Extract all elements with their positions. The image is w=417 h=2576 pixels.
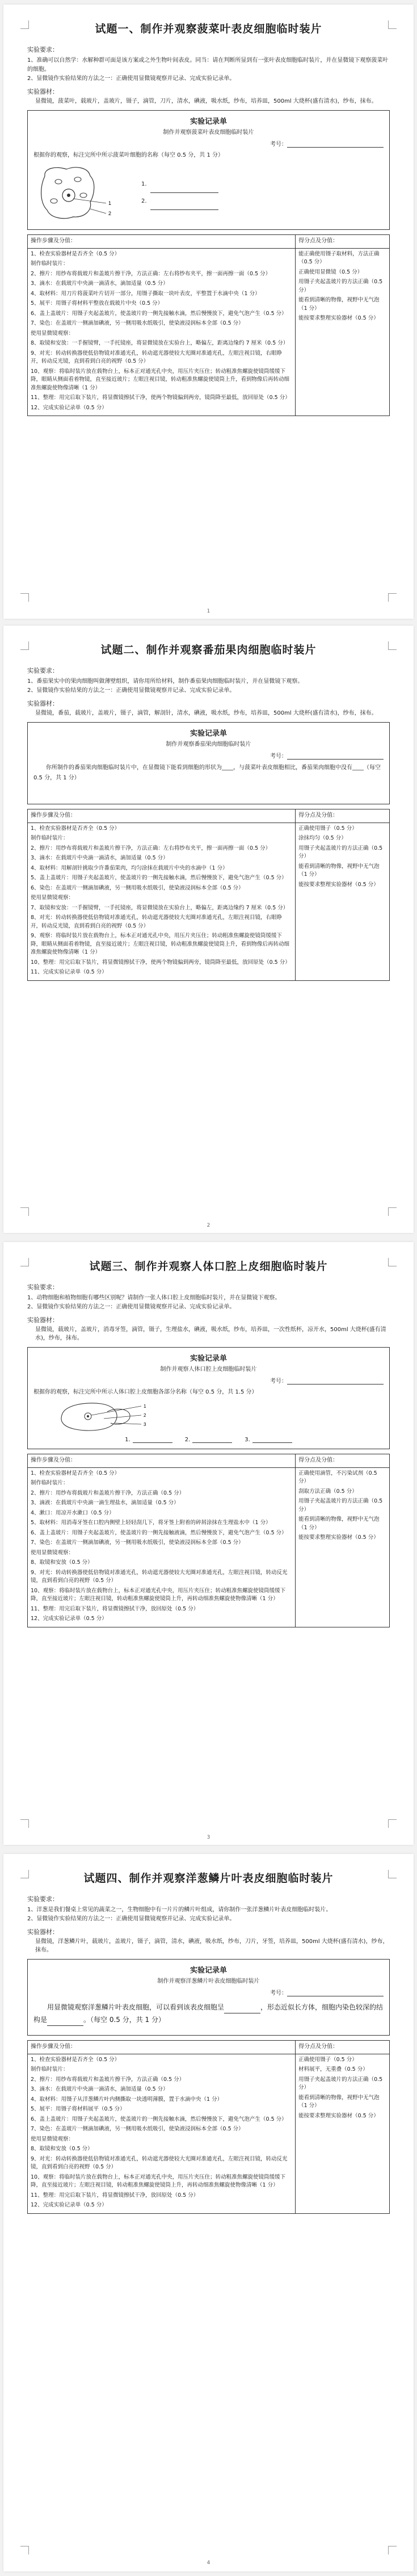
record-sheet-subtitle: 制作并观察番茄果肉细胞临时装片 <box>166 741 251 748</box>
page-number: 2 <box>207 1223 210 1228</box>
requirement-item: 2、显微镜作实验结果的方法之一：正确使用显微镜观察并记录、完成实验记录单。 <box>27 1916 235 1922</box>
step-item: 使用显微镜观察： <box>31 2136 74 2142</box>
requirements-heading: 实验要求： <box>27 667 58 674</box>
step-item: 8、取镜和安放：一手握镜臂，一手托镜座，将显微镜放在实验台上，略偏左，距离边缘约 7 厘米（0.5 分） <box>31 340 289 346</box>
exam-number-blank[interactable] <box>287 1990 384 1996</box>
record-sheet-title: 实验记录单 <box>189 118 227 126</box>
step-item: 4、取材料：用镊子从洋葱鳞片叶内侧撕取一块透明薄膜，置于水滴中央（1 分） <box>31 2096 223 2103</box>
requirement-item: 1、动物细胞和植物细胞有哪些区别呢？请制作一张人体口腔上皮细胞临时装片，并在显微镜下观察。 <box>27 1295 281 1301</box>
record-sheet <box>27 1959 390 2036</box>
record-question: 你所制作的番茄果肉细胞临时装片中，在显微镜下能看到细胞的形状为____，与菠菜叶表皮细胞相比，番茄果肉细胞中没有____（每空 0.5 分，共 1 分） <box>33 765 381 781</box>
point-item: 能看到清晰的物像，视野中无气泡（1 分） <box>298 863 380 878</box>
column-header-points: 得分点及分值： <box>296 2041 390 2054</box>
step-item: 9、观察：将临时装片放在载物台上，标本正对通光孔中央，用压片夹压住；转动粗准焦螺旋使镜筒缓缓下降，眼睛从侧面看着物镜，直至接近玻片；左眼注视目镜，转动粗准焦螺旋使镜筒上升，看到物像后再转动细准焦螺旋使物像清晰（1 分） <box>31 933 290 955</box>
exam-number-line <box>33 1988 384 1996</box>
chloroplast-shape <box>80 193 87 198</box>
materials-heading: 实验器材： <box>27 88 58 95</box>
step-item: 9、对光：转动转换器使低倍物镜对准通光孔，转动遮光器使较大光圈对准通光孔，左眼注视目镜，转动反光镜，直到看到白亮的视野（0.5 分） <box>31 2155 288 2170</box>
record-sheet <box>27 1347 390 1449</box>
step-item: 制作临时装片： <box>31 261 69 267</box>
step-item: 3、滴水：在载玻片中央滴一滴清水，滴加适量（0.5 分） <box>31 855 169 861</box>
requirement-item: 1、番茄果实中的果肉细胞叫做薄壁组织，请你用所给材料，制作番茄果肉细胞临时装片，并在显微镜下观察。 <box>27 678 304 685</box>
record-sheet-title: 实验记录单 <box>189 729 227 738</box>
answer-blank[interactable] <box>150 204 218 210</box>
exam-page-1 <box>3 5 414 619</box>
column-header-points: 得分点及分值： <box>296 809 390 823</box>
exam-number-label: 考号： <box>270 753 287 760</box>
materials-heading: 实验器材： <box>27 700 58 707</box>
steps-cell <box>28 1467 296 1627</box>
cheek-cell-figure <box>56 1398 170 1434</box>
step-item: 2、擦片：用纱布将载玻片和盖玻片擦干净，方法正确：左右将纱布夹平，擦一面再擦一面（0.5 分） <box>31 270 271 277</box>
step-item: 制作临时装片： <box>31 2066 69 2072</box>
record-question: 根据你的观察，标注完所中所示人体口腔上皮细胞各部分名称（每空 0.5 分，共 1.5 分） <box>33 1389 258 1395</box>
step-item: 8、取镜和安放（0.5 分） <box>31 1559 93 1566</box>
cell-outline <box>41 167 94 219</box>
point-item: 正确使用显微镜（0.5 分） <box>298 268 363 275</box>
materials-list: 显微镜，菠菜叶，载玻片，盖玻片，镊子，滴管，刀片，清水，碘液，吸水纸，纱布，培养皿，500ml 大烧杯(盛有清水)，纱布，抹布。 <box>35 98 377 104</box>
step-item: 1、检查实验器材是否齐全（0.5 分） <box>31 1470 120 1476</box>
scoring-table <box>27 234 390 416</box>
scoring-table <box>27 809 390 981</box>
page-corner-mark <box>388 1819 397 1828</box>
scoring-table <box>27 2040 390 2214</box>
cell-outline <box>61 1403 117 1430</box>
step-item: 8、取镜和安放（0.5 分） <box>31 2146 93 2152</box>
requirement-item: 1、准确可以自然学：水解种群可面是该方案或之外生物叶间表皮。同当：请在判断所显到有一张叶表皮细胞临时装片，并在显微镜下观察菠菜叶的细胞。 <box>27 57 389 73</box>
point-item: 涂抹均匀（0.5 分） <box>298 835 347 841</box>
page-corner-mark <box>388 641 397 650</box>
answer-label: 2. <box>184 1437 191 1443</box>
point-item: 刮取方法正确（0.5 分） <box>298 1488 357 1495</box>
record-question-part: 。（每空 0.5 分，共 1 分） <box>83 2016 165 2024</box>
answer-label: 3. <box>245 1437 250 1443</box>
step-item: 12、完成实验记录单（0.5 分） <box>31 1616 107 1622</box>
steps-cell <box>28 2054 296 2213</box>
record-sheet-title: 实验记录单 <box>189 1966 227 1975</box>
page-corner-mark <box>20 593 29 602</box>
step-item: 2、擦片：用纱布将载玻片和盖玻片擦干净，方法正确（0.5 分） <box>31 2076 185 2083</box>
steps-cell <box>28 248 296 416</box>
page-corner-mark <box>388 20 397 29</box>
figure-label: 2 <box>108 211 112 216</box>
step-item: 使用显微镜观察： <box>31 330 74 337</box>
exam-number-label: 考号： <box>270 1378 287 1385</box>
figure-label: 1 <box>108 200 112 206</box>
exam-number-label: 考号： <box>270 141 287 148</box>
step-item: 6、染色：在盖玻片一侧滴加碘液，另一侧用吸水纸吸引，使染液浸润标本全部（0.5 分） <box>31 884 244 891</box>
nucleolus-shape <box>67 194 70 197</box>
page-corner-mark <box>20 1819 29 1828</box>
point-item: 能看到清晰的物像，视野中无气泡（1 分） <box>298 297 380 312</box>
answer-blank[interactable] <box>252 1437 292 1443</box>
step-item: 7、染色：在盖玻片一侧滴加碘液，另一侧用吸水纸吸引，使染液浸润标本全部（0.5 分） <box>31 2126 244 2132</box>
step-item: 1、检查实验器材是否齐全（0.5 分） <box>31 2056 120 2063</box>
page-corner-mark <box>20 1258 29 1266</box>
step-item: 8、对光：转动转换器使低倍物镜对准通光孔，转动遮光器使较大光圈对准通光孔，左眼注视目镜，右眼睁开，转动反光镜，直到看到白亮的视野（0.5 分） <box>31 914 283 929</box>
points-cell <box>296 823 390 980</box>
step-item: 11、整理：用完后取下装片，将显微镜擦拭干净，放回原处（0.5 分） <box>31 1605 199 1612</box>
page-corner-mark <box>388 1207 397 1216</box>
step-item: 使用显微镜观察： <box>31 895 74 901</box>
point-item: 用镊子夹起盖玻片的方法正确（0.5 分） <box>298 2076 383 2091</box>
page-corner-mark <box>20 641 29 650</box>
step-item: 3、滴液：在载玻片中央滴一滴生理盐水，滴加适量（0.5 分） <box>31 1500 179 1506</box>
point-item: 能按要求整理实验器材（0.5 分） <box>298 1534 379 1541</box>
step-item: 7、染色：在盖玻片一侧滴加碘液，另一侧用吸水纸吸引，使染液浸润标本全部（0.5 分） <box>31 1539 244 1546</box>
page-corner-mark <box>388 1870 397 1878</box>
point-item: 能看到清晰的物像，视野中无气泡（1 分） <box>298 1516 380 1531</box>
exam-number-blank[interactable] <box>287 141 384 148</box>
step-item: 11、整理：用完后取下装片，将显微镜擦拭干净，使两个物镜偏到两旁，镜筒降至最低，放回原处（0.5 分） <box>31 395 290 401</box>
label-line <box>73 199 106 203</box>
figure-label: 3 <box>144 1422 146 1427</box>
step-item: 7、取镜和安放：一手握镜臂，一手托镜座，将显微镜放在实验台上，略偏左，距离边缘约 7 厘米（0.5 分） <box>31 904 289 911</box>
page-title: 试题四、制作并观察洋葱鳞片叶表皮细胞临时装片 <box>83 1872 334 1885</box>
page-title: 试题二、制作并观察番茄果肉细胞临时装片 <box>100 644 317 656</box>
materials-list: 显微镜，洋葱鳞片叶，载玻片，盖玻片，镊子，滴管，清水，碘液，吸水纸，纱布，刀片，牙签，培养皿，500ml 大烧杯(盛有清水)，纱布，抹布。 <box>35 1939 389 1953</box>
scoring-table <box>27 1454 390 1627</box>
page-corner-mark <box>20 1207 29 1216</box>
step-item: 10、整理：用完后取下装片，将显微镜擦拭干净，使两个物镜偏到两旁，镜筒降至最低，放回原处（0.5 分） <box>31 959 290 966</box>
page-corner-mark <box>388 1258 397 1266</box>
figure-row <box>33 1397 384 1434</box>
exam-number-blank[interactable] <box>287 1378 384 1385</box>
chloroplast-shape <box>74 177 81 182</box>
record-sheet <box>27 722 390 804</box>
page-number: 3 <box>207 1835 210 1840</box>
spinach-cell-figure <box>33 163 119 223</box>
step-item: 10、观察：将临时装片放在载物台上，标本正对通光孔中央，用压片夹压住；转动粗准焦螺旋使镜筒缓缓下降，直至接近玻片；左眼注视目镜，转动粗准焦螺旋使镜筒上升，再转动细准焦螺旋使物像清晰（1 分） <box>31 1587 286 1602</box>
step-item: 11、整理：用完后取下装片，将显微镜擦拭干净，放回原处（0.5 分） <box>31 2192 199 2199</box>
step-item: 2、擦片：用纱布将载玻片和盖玻片擦干净，方法正确（0.5 分） <box>31 1490 185 1496</box>
step-item: 5、盖上盖玻片：用镊子夹起盖玻片，使盖玻片的一侧先接触水滴，然后慢慢放下，避免气泡产生（0.5 分） <box>31 875 287 881</box>
step-item: 10、观察：将临时装片放在载物台上，标本正对通光孔中央，用压片夹压住；转动粗准焦螺旋使镜筒缓缓下降，直至接近玻片；左眼注视目镜，转动粗准焦螺旋使镜筒上升，再转动细准焦螺旋使物像清晰（1 分） <box>31 2174 286 2188</box>
exam-number-line <box>33 751 384 760</box>
step-item: 2、擦片：用纱布将载玻片和盖玻片擦干净，方法正确：左右将纱布夹平，擦一面再擦一面（0.5 分） <box>31 845 271 851</box>
page-number: 1 <box>207 609 210 614</box>
answer-blank[interactable] <box>47 2019 83 2026</box>
page-title: 试题三、制作并观察人体口腔上皮细胞临时装片 <box>89 1260 328 1273</box>
answer-blank[interactable] <box>133 1437 172 1443</box>
step-item: 4、取材料：用解剖针挑取少许番茄果肉，均匀涂抹在载玻片中央的水滴中（1 分） <box>31 865 228 871</box>
figure-label: 2 <box>144 1413 146 1418</box>
column-header-steps: 操作步骤及分值： <box>28 1454 296 1468</box>
step-item: 9、对光：转动转换器使低倍物镜对准通光孔，转动遮光器使较大光圈对准通光孔，左眼注视目镜，转动反光镜，直到看到白亮的视野（0.5 分） <box>31 1569 288 1584</box>
requirement-item: 1、洋葱是我们餐桌上常见的蔬菜之一，生物细胞中有一片片的鳞片叶组成，请你制作一张洋葱鳞片叶表皮细胞临时装片。 <box>27 1907 332 1913</box>
points-cell <box>296 248 390 416</box>
answer-blank[interactable] <box>192 1437 232 1443</box>
requirement-item: 2、显微镜作实验结果的方法之一：正确使用显微镜观察并记录、完成实验记录单。 <box>27 687 235 694</box>
record-sheet-subtitle: 制作并观察洋葱鳞片叶表皮细胞临时装片 <box>157 1978 260 1985</box>
record-sheet-subtitle: 制作并观察人体口腔上皮细胞临时装片 <box>160 1366 257 1373</box>
step-item: 5、展平：用镊子将材料平整放在载玻片中央（0.5 分） <box>31 300 163 307</box>
materials-heading: 实验器材： <box>27 1316 58 1324</box>
point-item: 能按要求整理实验器材（0.5 分） <box>298 315 379 321</box>
point-item: 能看到清晰的物像，视野中无气泡（1 分） <box>298 2094 380 2109</box>
step-item: 10、观察：将临时装片放在载物台上，标本正对通光孔中央，用压片夹压住；转动粗准焦螺旋使镜筒缓缓下降，眼睛从侧面看着物镜，直至接近玻片；左眼注视目镜，转动粗准焦螺旋使镜筒上升，看到物像后再转动细准焦螺旋使物像清晰（1 分） <box>31 368 290 391</box>
step-item: 3、滴水：在载玻片中央滴一滴清水，滴加适量（0.5 分） <box>31 280 169 287</box>
answer-label: 1. <box>125 1437 130 1443</box>
record-sheet-title: 实验记录单 <box>189 1354 227 1363</box>
points-cell <box>296 2054 390 2213</box>
step-item: 12、完成实验记录单（0.5 分） <box>31 2202 107 2208</box>
point-item: 能正确使用镊子取材料，方法正确（0.5 分） <box>298 250 380 265</box>
point-item: 正确使用镊子（0.5 分） <box>298 2056 357 2063</box>
step-item: 5、取材料：用消毒牙签在口腔内侧壁上轻轻刮几下，将牙签上附着的碎屑涂抹在生理盐水中（1 分） <box>31 1520 271 1526</box>
step-item: 4、漱口：用凉开水漱口（0.5 分） <box>31 1509 115 1516</box>
page-corner-mark <box>20 1870 29 1878</box>
figure-row <box>33 162 384 224</box>
record-question: 根据你的观察，标注完所中所示菠菜叶细胞的名称（每空 0.5 分，共 1 分） <box>33 152 224 158</box>
point-item: 正确使用镊子（0.5 分） <box>298 825 357 832</box>
step-item: 4、取材料：用刀片将菠菜叶片切开一部分，用镊子撕取一块叶表皮，平整置于水滴中央（1 分） <box>31 290 260 297</box>
record-question <box>33 2001 384 2026</box>
record-sheet-subtitle: 制作并观察菠菜叶表皮细胞临时装片 <box>163 129 254 136</box>
step-item: 7、染色：在盖玻片一侧滴加碘液，另一侧用吸水纸吸引，使染液浸润标本全部（0.5 分） <box>31 320 244 326</box>
steps-cell <box>28 823 296 980</box>
answer-blank[interactable] <box>150 187 218 193</box>
requirements-heading: 实验要求： <box>27 46 58 53</box>
chloroplast-shape <box>50 199 57 203</box>
exam-number-line <box>33 139 384 148</box>
exam-number-line <box>33 1376 384 1385</box>
label-line <box>90 209 106 213</box>
record-spacer <box>33 783 384 798</box>
column-header-steps: 操作步骤及分值： <box>28 809 296 823</box>
point-item: 材料展平，无重叠（0.5 分） <box>298 2066 368 2072</box>
point-item: 用镊子夹起盖玻片的方法正确（0.5 分） <box>298 1498 383 1513</box>
chloroplast-shape <box>55 179 62 184</box>
record-sheet <box>27 110 390 230</box>
materials-heading: 实验器材： <box>27 1928 58 1936</box>
record-question-part: 用显微镜观察洋葱鳞片叶表皮细胞，可以看到该表皮细胞呈 <box>47 2003 225 2011</box>
column-header-points: 得分点及分值： <box>296 1454 390 1468</box>
figure-label: 1 <box>144 1404 146 1409</box>
exam-number-blank[interactable] <box>287 753 384 760</box>
step-item: 11、完成实验记录单（0.5 分） <box>31 969 107 975</box>
points-cell <box>296 1467 390 1627</box>
point-item: 能按要求整理实验器材（0.5 分） <box>298 881 379 888</box>
step-item: 使用显微镜观察： <box>31 1549 74 1556</box>
record-question-part: ，形态近似长方体，细胞内染色较深的结构是 <box>33 2003 384 2024</box>
step-item: 1、检查实验器材是否齐全（0.5 分） <box>31 825 120 832</box>
nucleolus-shape <box>87 1415 89 1417</box>
point-item: 用镊子夹起盖玻片的方法正确（0.5 分） <box>298 845 383 859</box>
page-corner-mark <box>388 593 397 602</box>
column-header-points: 得分点及分值： <box>296 235 390 249</box>
step-item: 12、完成实验记录单（0.5 分） <box>31 404 107 411</box>
requirements-heading: 实验要求： <box>27 1895 58 1903</box>
materials-list: 显微镜，载玻片，盖玻片，消毒牙签，滴管，镊子，生理盐水，碘液，吸水纸，纱布，培养皿，一次性纸杯，凉开水，500ml 大烧杯(盛有清水)，纱布，抹布。 <box>35 1327 386 1341</box>
figure-answers <box>141 176 218 210</box>
answer-label: 2. <box>141 198 147 204</box>
step-item: 3、滴水：在载玻片中央滴一滴清水，滴加适量（0.5 分） <box>31 2086 169 2092</box>
point-item: 能按要求整理实验器材（0.5 分） <box>298 2112 379 2119</box>
answer-blank[interactable] <box>224 2006 260 2013</box>
exam-page-2 <box>3 626 414 1233</box>
requirement-item: 2、显微镜作实验结果的方法之一：正确使用显微镜观察并记录、完成实验记录单。 <box>27 75 235 82</box>
step-item: 6、盖上盖玻片：用镊子夹起盖玻片，使盖玻片的一侧先接触液滴，然后慢慢放下，避免气泡产生（0.5 分） <box>31 1529 287 1536</box>
exam-number-label: 考号： <box>270 1990 287 1996</box>
figure-answers <box>33 1437 384 1443</box>
point-item: 用镊子夹起盖玻片的方法正确（0.5 分） <box>298 279 383 293</box>
exam-page-3 <box>3 1242 414 1845</box>
step-item: 9、对光：转动转换器使低倍物镜对准通光孔，转动遮光器使较大光圈对准通光孔，左眼注视目镜，右眼睁开，转动反光镜，直到看到白亮的视野（0.5 分） <box>31 350 283 364</box>
page-title: 试题一、制作并观察菠菜叶表皮细胞临时装片 <box>95 23 322 35</box>
column-header-steps: 操作步骤及分值： <box>28 235 296 249</box>
step-item: 1、检查实验器材是否齐全（0.5 分） <box>31 250 120 257</box>
page-corner-mark <box>20 20 29 29</box>
page-number: 4 <box>207 2560 210 2566</box>
exam-page-4 <box>3 1854 414 2571</box>
requirements-heading: 实验要求： <box>27 1283 58 1291</box>
materials-list: 显微镜，番茄，载玻片，盖玻片，镊子，滴管，解剖针，清水，碘液，吸水纸，纱布，培养皿，500ml 大烧杯(盛有清水)，纱布，抹布。 <box>35 710 377 716</box>
page-corner-mark <box>20 2546 29 2554</box>
label-line <box>104 1415 141 1419</box>
page-corner-mark <box>388 2546 397 2554</box>
column-header-steps: 操作步骤及分值： <box>28 2041 296 2054</box>
answer-label: 1. <box>141 181 147 187</box>
step-item: 5、展平：用镊子将材料展平（0.5 分） <box>31 2106 125 2112</box>
step-item: 制作临时装片： <box>31 1480 69 1486</box>
point-item: 正确使用滴管，不污染试剂（0.5 分） <box>298 1470 377 1484</box>
step-item: 6、盖上盖玻片：用镊子夹起盖玻片，使盖玻片的一侧先接触水滴，然后慢慢放下，避免气泡产生（0.5 分） <box>31 2116 287 2122</box>
step-item: 6、盖上盖玻片：用镊子夹起盖玻片，使盖玻片的一侧先接触水滴，然后慢慢放下，避免气泡产生（0.5 分） <box>31 310 287 317</box>
requirement-item: 2、显微镜作实验结果的方法之一：正确使用显微镜观察并记录、完成实验记录单。 <box>27 1304 235 1310</box>
step-item: 制作临时装片： <box>31 835 69 841</box>
